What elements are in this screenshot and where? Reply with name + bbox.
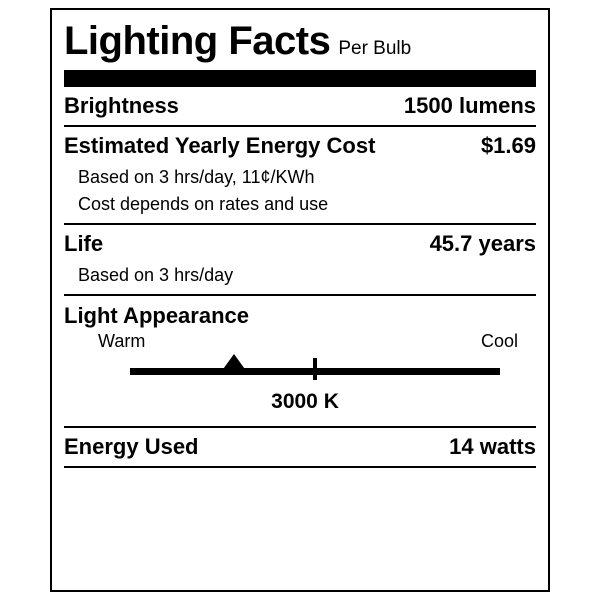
energy-cost-note-2: Cost depends on rates and use <box>78 194 329 214</box>
life-note-1: Based on 3 hrs/day <box>78 265 234 285</box>
life-value: 45.7 years <box>429 231 536 256</box>
energy-used-label: Energy Used <box>64 434 199 459</box>
lighting-facts-label <box>50 8 550 592</box>
energy-cost-row <box>64 127 536 165</box>
brightness-label: Brightness <box>64 93 179 118</box>
title-divider-bar <box>64 70 536 87</box>
energy-used-row <box>64 428 536 466</box>
energy-cost-label: Estimated Yearly Energy Cost <box>64 133 376 158</box>
color-temperature-value: 3000 K <box>271 390 339 413</box>
life-label: Life <box>64 231 104 256</box>
light-appearance-label: Light Appearance <box>64 303 249 328</box>
light-appearance-scale <box>64 331 536 426</box>
label-title-main: Lighting Facts <box>64 19 331 63</box>
scale-graphic <box>130 354 500 388</box>
brightness-value: 1500 lumens <box>403 93 536 118</box>
life-row <box>64 225 536 263</box>
scale-max-label: Cool <box>480 331 518 351</box>
label-title-sub: Per Bulb <box>338 38 412 59</box>
label-title <box>64 10 536 66</box>
brightness-row <box>64 87 536 125</box>
energy-used-value: 14 watts <box>449 434 536 459</box>
energy-cost-value: $1.69 <box>480 133 536 158</box>
energy-cost-note-1: Based on 3 hrs/day, 11¢/KWh <box>78 167 315 187</box>
scale-marker-triangle-icon <box>221 354 247 372</box>
scale-midpoint-tick <box>313 358 317 380</box>
scale-min-label: Warm <box>98 331 146 351</box>
scale-end-labels <box>64 331 536 354</box>
label-footer-blank-area <box>64 468 536 528</box>
